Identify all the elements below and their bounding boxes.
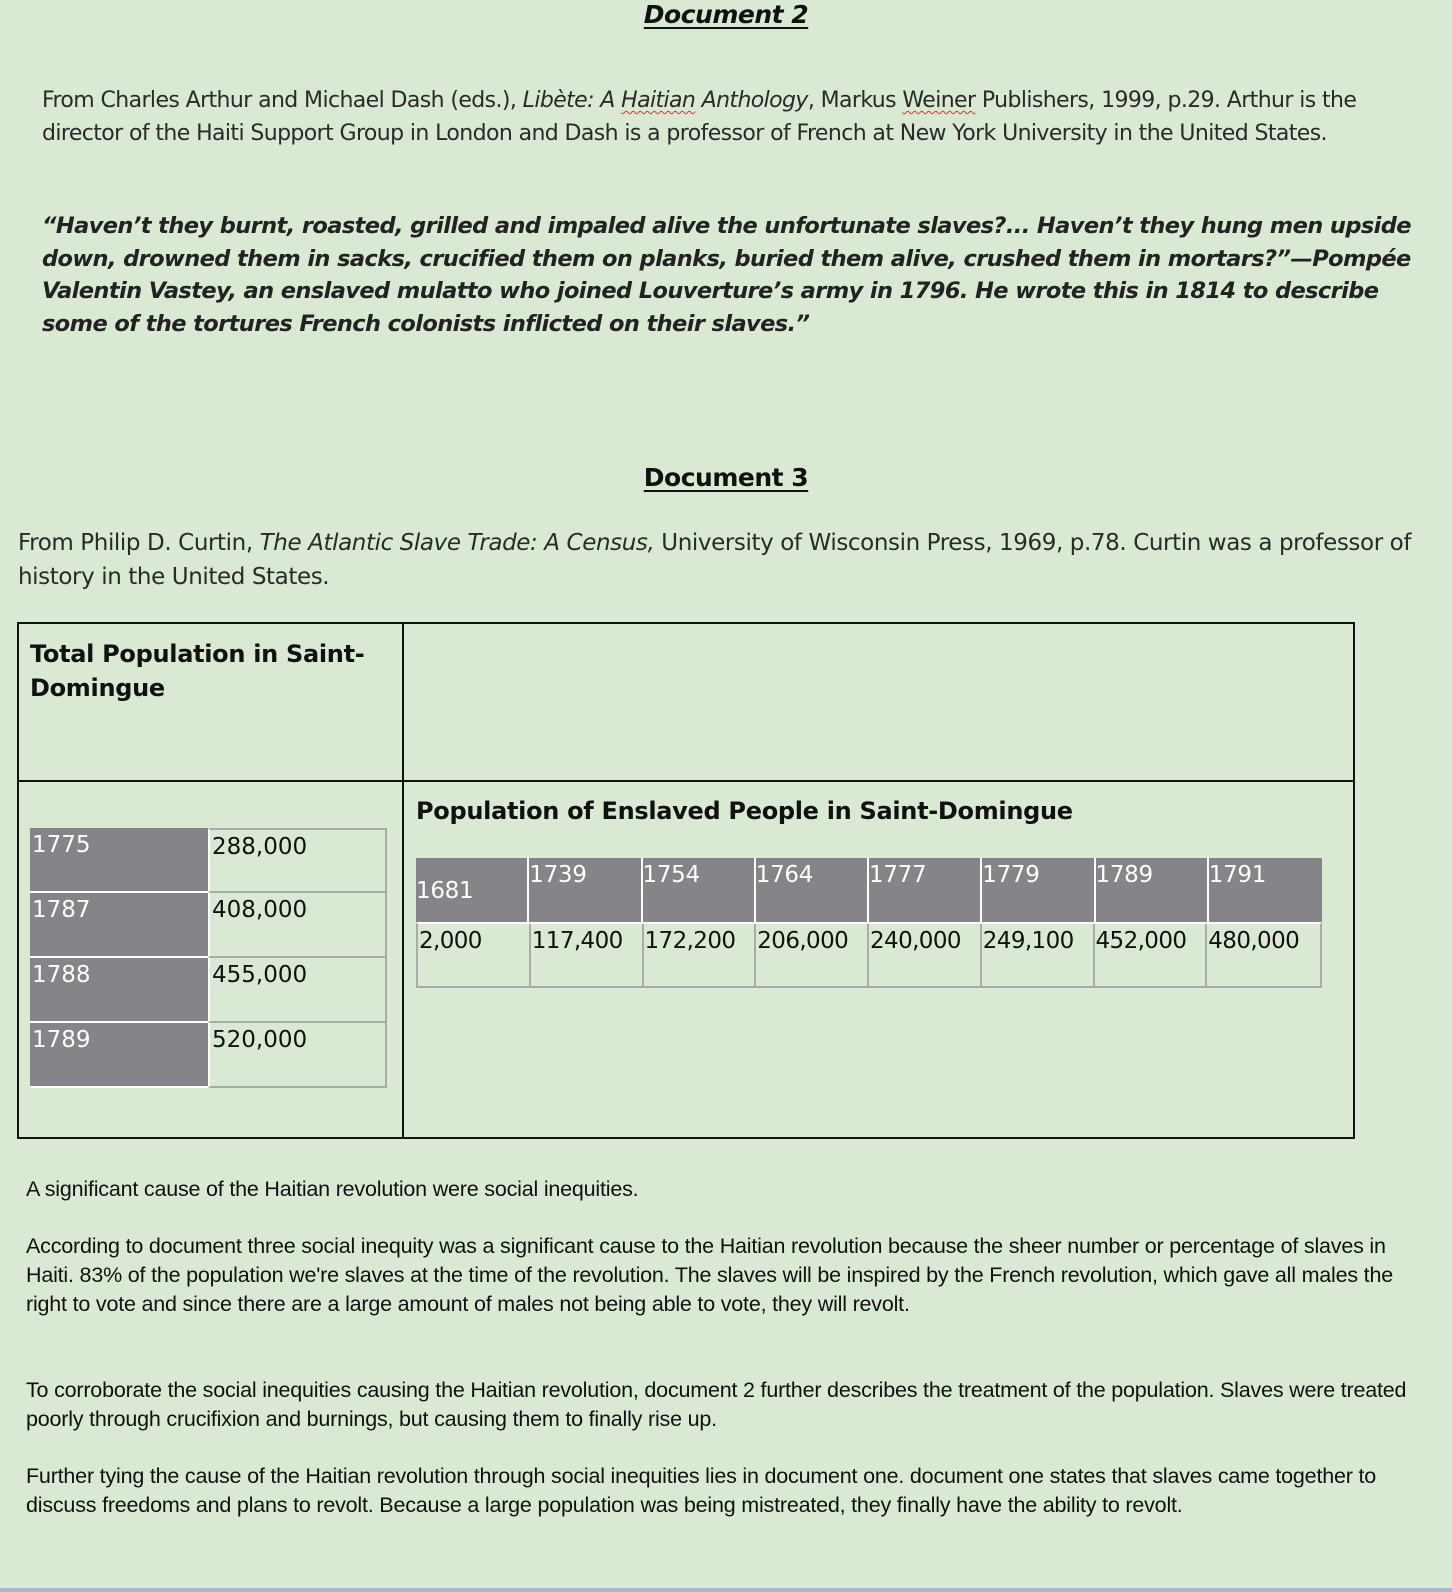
- value-cell: 172,200: [644, 924, 757, 986]
- essay-thesis: A significant cause of the Haitian revolution were social inequities.: [26, 1177, 639, 1201]
- year-header: 1681: [416, 858, 529, 922]
- year-header: 1789: [1096, 858, 1209, 922]
- essay-paragraph: According to document three social inequity was a significant cause to the Haitian revolution because the sheer number or percentage of slaves in Haiti. 83% of the population we're slaves at the time of the revolution. The slaves will be inspired by the French revolution, which gave all males the right to vote and since there are a large amount of males not being able to vote, they will revolt.: [26, 1234, 1393, 1316]
- total-population-table: [30, 828, 388, 1088]
- year-header: 1754: [643, 858, 756, 922]
- table-row: [416, 922, 1322, 988]
- value-cell: 452,000: [1095, 924, 1208, 986]
- document-2-quote: “Haven’t they burnt, roasted, grilled and impaled alive the unfortunate slaves?... Haven’t they hung men upside down, drowned them in sacks, crucified them on planks, buried them alive, crushed them in mortars?”—Pompée Valentin Vastey, an enslaved mulatto who joined Louverture’s army in 1796. He wrote this in 1814 to describe some of the tortures French colonists inflicted on their slaves.”: [42, 213, 1411, 337]
- source-text: University of Wisconsin Press, 1969, p.78. Curtin was a professor of history in the United States.: [18, 530, 1412, 590]
- enslaved-population-title: Population of Enslaved People in Saint-Domingue: [416, 797, 1073, 825]
- year-cell: 1787: [30, 893, 208, 958]
- document-3-title: Document 3: [643, 463, 809, 492]
- essay-paragraph: To corroborate the social inequities causing the Haitian revolution, document 2 further describes the treatment of the population. Slaves were treated poorly through crucifixion and burnings, but causing them to finally rise up.: [26, 1378, 1407, 1431]
- year-header: 1764: [756, 858, 869, 922]
- value-cell: 455,000: [208, 958, 387, 1023]
- spellcheck-word[interactable]: Haitian: [621, 88, 696, 113]
- essay-paragraph: Further tying the cause of the Haitian revolution through social inequities lies in document one. document one states that slaves came together to discuss freedoms and plans to revolt. Because a large population was being mistreated, they finally have the ability to revolt.: [26, 1464, 1376, 1517]
- book-title-part: Libète: A: [522, 88, 622, 113]
- book-title: The Atlantic Slave Trade: A Census,: [259, 530, 655, 556]
- document-2-source: [42, 85, 1442, 150]
- value-cell: 480,000: [1208, 928, 1300, 954]
- value-cell: 288,000: [208, 828, 387, 893]
- document-3-source: [18, 526, 1438, 594]
- value-cell: 520,000: [208, 1023, 387, 1088]
- value-cell: 240,000: [869, 924, 982, 986]
- bottom-edge: [0, 1588, 1452, 1592]
- total-population-title: Total Population in Saint-Domingue: [30, 640, 365, 702]
- year-header: 1779: [982, 858, 1095, 922]
- table-row: [30, 958, 388, 1023]
- document-2-title: Document 2: [643, 0, 809, 29]
- source-text: From Charles Arthur and Michael Dash (eds.),: [42, 88, 523, 113]
- table-divider-horizontal: [17, 780, 1355, 782]
- table-row: [30, 828, 388, 893]
- year-header: 1791: [1208, 862, 1267, 888]
- year-header: 1777: [869, 858, 982, 922]
- year-cell: 1789: [30, 1023, 208, 1088]
- value-cell: 249,100: [982, 924, 1095, 986]
- source-text: , Markus: [807, 88, 903, 113]
- year-cell: 1775: [30, 828, 208, 893]
- table-row: [30, 893, 388, 958]
- value-cell: 408,000: [208, 893, 387, 958]
- table-header-row: [416, 858, 1322, 922]
- spellcheck-word[interactable]: Weiner: [902, 88, 976, 113]
- table-divider-vertical: [402, 622, 404, 1139]
- enslaved-population-table: [416, 858, 1322, 988]
- source-text: Publishers, 1999, p.29. Arthur is the director of the Haiti Support Group in London and Dash is a professor of French at New York University in the United States.: [42, 88, 1357, 146]
- value-cell: 117,400: [531, 924, 644, 986]
- table-row: [30, 1023, 388, 1088]
- book-title-part: Anthology: [695, 88, 808, 113]
- value-cell: 206,000: [756, 924, 869, 986]
- value-cell: 2,000: [418, 924, 531, 986]
- source-text: From Philip D. Curtin,: [18, 530, 260, 556]
- year-cell: 1788: [30, 958, 208, 1023]
- year-header: 1739: [529, 858, 642, 922]
